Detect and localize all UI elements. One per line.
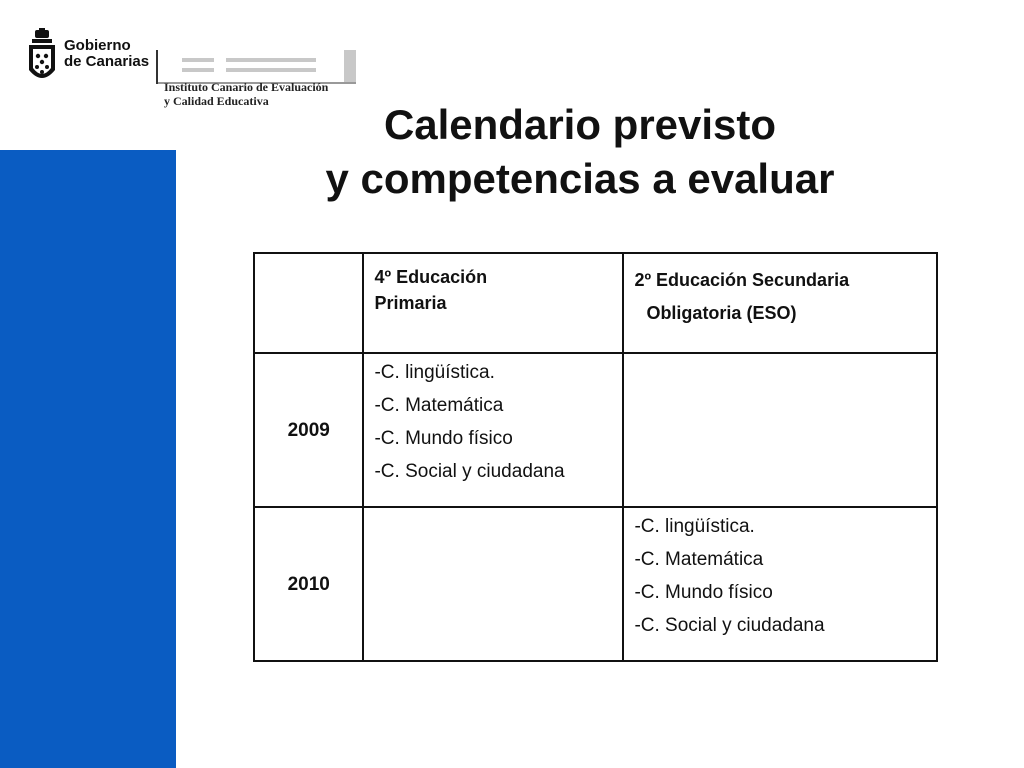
list-item: -C. lingüística. [374, 362, 495, 383]
institute-logo-text: Instituto Canario de Evaluación y Calidad Educativa [164, 80, 329, 108]
title-line-1: Calendario previsto [383, 101, 777, 148]
list-item: -C. Matemática [374, 395, 504, 416]
year-cell: 2009 [254, 353, 363, 507]
calendar-table [253, 252, 938, 662]
table-header-row [254, 253, 937, 353]
gobierno-logo-text: Gobierno de Canarias [64, 37, 150, 70]
list-item: -C. lingüística. [634, 516, 755, 537]
list-item: -C. Social y ciudadana [374, 461, 565, 482]
primaria-competencies-cell [363, 353, 623, 507]
table-row [254, 353, 937, 507]
gobierno-de-canarias-logo [26, 28, 156, 90]
year-cell: 2010 [254, 507, 363, 661]
table-row [254, 507, 937, 661]
list-item: -C. Mundo físico [374, 428, 513, 449]
decorative-side-bar [0, 150, 176, 768]
header-primaria: 4º Educación Primaria [363, 253, 623, 353]
list-item: -C. Matemática [634, 549, 764, 570]
header-eso: 2º Educación Secundaria Obligatoria (ESO) [623, 253, 937, 353]
primaria-competencies-cell [363, 507, 623, 661]
list-item: -C. Social y ciudadana [634, 615, 825, 636]
eso-competencies-cell [623, 353, 937, 507]
page-title [250, 98, 910, 206]
header-empty-cell [254, 253, 363, 353]
list-item: -C. Mundo físico [634, 582, 773, 603]
coat-of-arms-icon [26, 28, 58, 88]
eso-competencies-cell [623, 507, 937, 661]
title-line-2: y competencias a evaluar [325, 155, 835, 202]
